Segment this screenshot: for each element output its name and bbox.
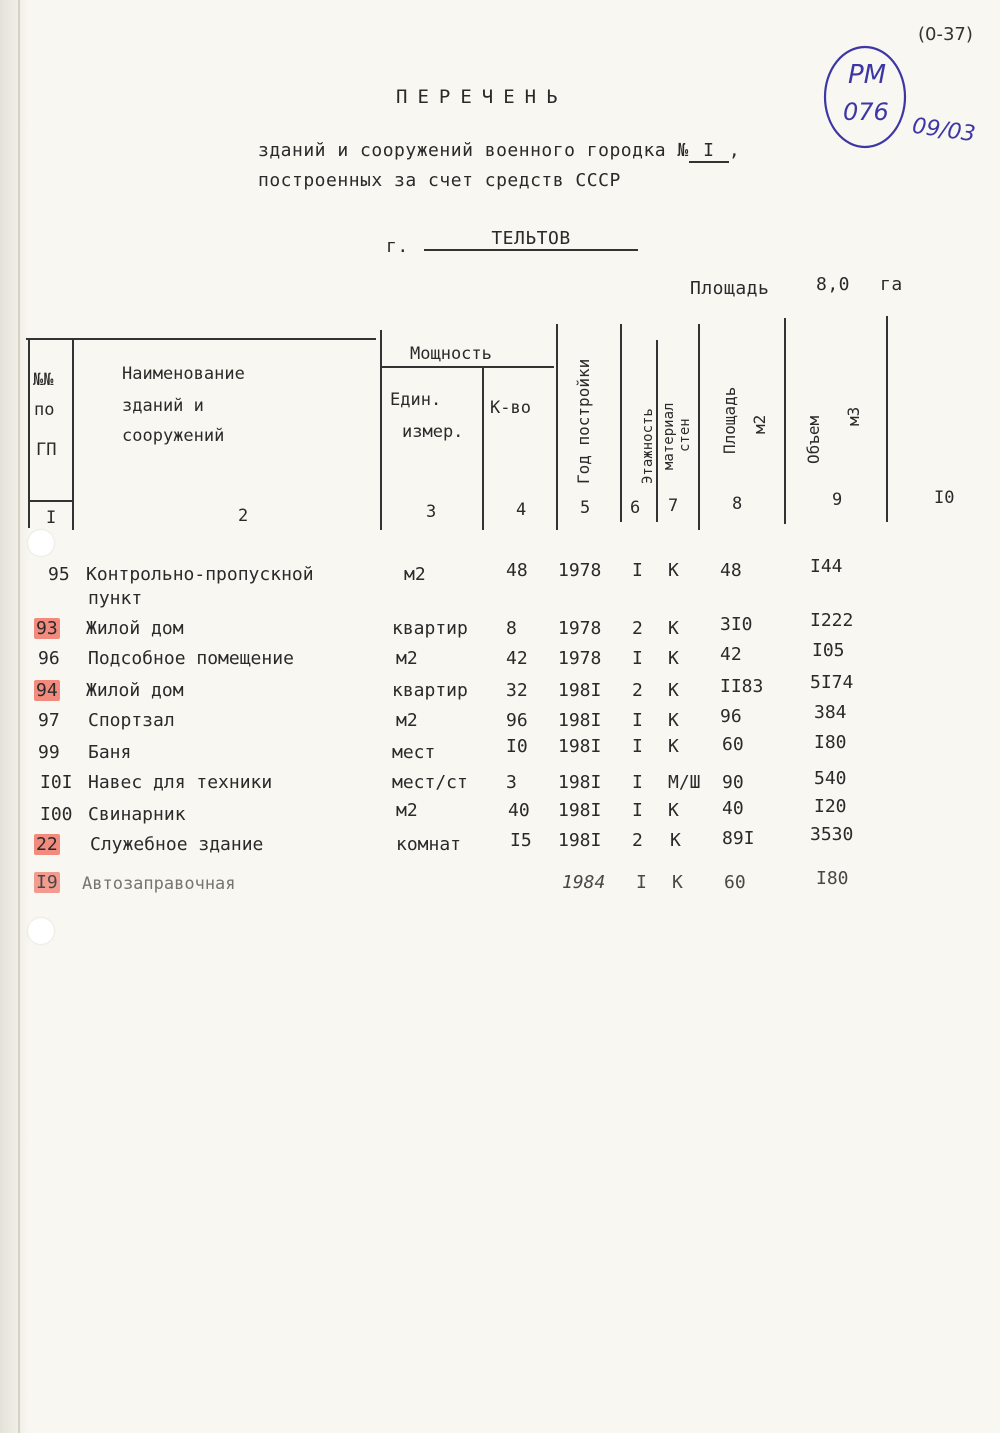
- cell-volume: I222: [810, 610, 854, 631]
- col-header-material-line2: стен: [677, 418, 693, 452]
- cell-qty: I0: [506, 736, 528, 757]
- cell-floors: 2: [632, 830, 643, 851]
- cell-material: К: [668, 560, 679, 581]
- header-no-rule: [28, 500, 72, 502]
- cell-volume: I44: [810, 556, 843, 577]
- cell-area: 60: [724, 872, 746, 893]
- col-number: I0: [934, 488, 955, 508]
- cell-floors: I: [632, 710, 643, 731]
- col-header-name-line2: зданий и: [122, 396, 204, 416]
- cell-no: I0I: [40, 772, 73, 793]
- cell-material: М/Ш: [668, 772, 701, 793]
- col-number: 5: [580, 498, 591, 518]
- cell-qty: I5: [510, 830, 532, 851]
- city-name: ТЕЛЬТОВ: [424, 228, 638, 251]
- col-number: 6: [630, 498, 641, 518]
- cell-material: К: [672, 872, 683, 893]
- header-divider: [886, 316, 888, 522]
- cell-unit: мест: [392, 742, 436, 763]
- cell-year: 1978: [558, 560, 602, 581]
- handwritten-number: 076: [843, 98, 889, 126]
- subtitle-comma: ,: [728, 140, 741, 161]
- cell-material: К: [668, 648, 679, 669]
- cell-material: К: [668, 680, 679, 701]
- cell-floors: I: [632, 800, 643, 821]
- cell-year: 198I: [558, 772, 602, 793]
- header-divider: [380, 330, 382, 530]
- cell-volume: 384: [814, 702, 847, 723]
- cell-qty: 3: [506, 772, 517, 793]
- cell-floors: I: [632, 772, 643, 793]
- header-capacity-rule: [382, 366, 554, 368]
- cell-material: К: [668, 710, 679, 731]
- archive-number: (0-37): [918, 24, 973, 45]
- subtitle-line-2: построенных за счет средств СССР: [258, 170, 621, 191]
- cell-year: 198I: [558, 736, 602, 757]
- cell-unit: м2: [404, 564, 426, 585]
- area-value: 8,0: [816, 274, 851, 295]
- col-header-volume-line2: м3: [844, 406, 863, 426]
- cell-name: Автозаправочная: [82, 874, 236, 894]
- cell-volume: 5I74: [810, 672, 854, 693]
- cell-area: 40: [722, 798, 744, 819]
- cell-no-highlighted: 93: [36, 618, 58, 639]
- cell-name: Жилой дом: [86, 680, 184, 701]
- table-row: [0, 672, 1000, 710]
- subtitle-line-1: [258, 140, 740, 163]
- cell-year: 198I: [558, 680, 602, 701]
- subtitle-text: зданий и сооружений военного городка №: [258, 140, 689, 161]
- cell-area: 42: [720, 644, 742, 665]
- cell-qty: 96: [506, 710, 528, 731]
- cell-year: 1978: [558, 648, 602, 669]
- col-header-no-line2: по: [34, 400, 55, 420]
- punch-hole: [28, 918, 54, 944]
- table-row: [0, 768, 1000, 802]
- cell-volume: I80: [814, 732, 847, 753]
- col-header-area-line1: Площадь: [720, 386, 739, 454]
- cell-no-highlighted: 22: [36, 834, 58, 855]
- cell-qty: 40: [508, 800, 530, 821]
- cell-no: 99: [38, 742, 60, 763]
- cell-name: пункт: [88, 588, 143, 609]
- cell-no: 96: [38, 648, 60, 669]
- cell-floors: 2: [632, 618, 643, 639]
- city-prefix: г.: [386, 236, 409, 257]
- col-header-qty: К-во: [490, 398, 531, 418]
- col-header-unit-line2: измер.: [402, 422, 464, 442]
- col-number: 9: [832, 490, 843, 510]
- header-top-rule: [26, 338, 376, 340]
- cell-floors: I: [632, 648, 643, 669]
- town-number: I: [689, 140, 729, 163]
- handwritten-code: РМ: [848, 60, 887, 90]
- col-header-unit-line1: Един.: [390, 390, 442, 410]
- cell-area: 3I0: [720, 614, 753, 635]
- header-divider: [482, 368, 484, 530]
- cell-qty: 48: [506, 560, 528, 581]
- handwritten-circle: [820, 42, 910, 152]
- cell-floors: I: [632, 736, 643, 757]
- cell-qty: 42: [506, 648, 528, 669]
- col-header-floors: Этажность: [640, 408, 656, 484]
- cell-unit: м2: [396, 800, 418, 821]
- cell-no: 95: [48, 564, 70, 585]
- col-number: I: [46, 508, 57, 528]
- header-divider: [784, 318, 786, 524]
- col-header-name-line1: Наименование: [122, 364, 245, 384]
- cell-qty: 32: [506, 680, 528, 701]
- col-header-material-line1: материал: [661, 402, 677, 470]
- col-number: 2: [238, 506, 249, 526]
- cell-name: Баня: [88, 742, 132, 763]
- cell-area: II83: [720, 676, 764, 697]
- cell-name: Служебное здание: [90, 834, 264, 855]
- area-unit: га: [880, 274, 903, 295]
- table-row: [0, 702, 1000, 740]
- cell-material: К: [668, 800, 679, 821]
- cell-year: 198I: [558, 830, 602, 851]
- col-header-area-line2: м2: [750, 414, 769, 434]
- cell-unit: квартир: [392, 680, 468, 701]
- cell-no: 97: [38, 710, 60, 731]
- col-header-year: Год постройки: [574, 358, 593, 484]
- cell-unit: м2: [396, 710, 418, 731]
- cell-volume: I20: [814, 796, 847, 817]
- handwritten-date: 09/03: [910, 113, 977, 148]
- cell-volume: I80: [816, 868, 849, 889]
- cell-material: К: [670, 830, 681, 851]
- cell-name: Навес для техники: [88, 772, 273, 793]
- cell-floors: 2: [632, 680, 643, 701]
- cell-unit: квартир: [392, 618, 468, 639]
- table-row: [0, 868, 1000, 902]
- cell-floors: I: [632, 560, 643, 581]
- col-header-no-line1: №№: [33, 370, 54, 390]
- col-header-name-line3: сооружений: [122, 426, 225, 446]
- header-divider: [72, 338, 74, 530]
- cell-volume: 540: [814, 768, 847, 789]
- cell-unit: комнат: [396, 834, 462, 855]
- cell-name: Подсобное помещение: [88, 648, 294, 669]
- cell-year: 1984: [562, 872, 606, 893]
- col-header-volume-line1: Объем: [804, 415, 823, 464]
- cell-no: I00: [40, 804, 73, 825]
- cell-area: 48: [720, 560, 742, 581]
- cell-no-highlighted: 94: [36, 680, 58, 701]
- header-divider: [656, 340, 658, 522]
- col-number: 4: [516, 500, 527, 520]
- cell-no-highlighted: I9: [36, 872, 58, 893]
- col-header-no-line3: ГП: [36, 440, 57, 460]
- punch-hole: [28, 530, 54, 556]
- cell-material: К: [668, 736, 679, 757]
- cell-name: Спортзал: [88, 710, 175, 731]
- col-header-capacity: Мощность: [410, 344, 492, 364]
- table-row: [0, 732, 1000, 772]
- area-label: Площадь: [690, 278, 770, 299]
- cell-floors: I: [636, 872, 647, 893]
- cell-volume: I05: [812, 640, 845, 661]
- cell-year: 198I: [558, 800, 602, 821]
- cell-area: 96: [720, 706, 742, 727]
- cell-area: 60: [722, 734, 744, 755]
- cell-material: К: [668, 618, 679, 639]
- cell-area: 90: [722, 772, 744, 793]
- cell-unit: мест/ст: [392, 772, 468, 793]
- col-number: 8: [732, 494, 743, 514]
- col-number: 7: [668, 496, 679, 516]
- document-title: ПЕРЕЧЕНЬ: [396, 86, 568, 108]
- cell-name: Свинарник: [88, 804, 186, 825]
- cell-qty: 8: [506, 618, 517, 639]
- header-divider: [556, 324, 558, 530]
- cell-year: 1978: [558, 618, 602, 639]
- header-divider: [698, 324, 700, 530]
- cell-volume: 3530: [810, 824, 854, 845]
- header-divider: [620, 324, 622, 522]
- cell-name: Жилой дом: [86, 618, 184, 639]
- table-row: [0, 610, 1000, 648]
- cell-area: 89I: [722, 828, 755, 849]
- cell-name: Контрольно-пропускной: [86, 564, 314, 585]
- table-row: [0, 824, 1000, 864]
- cell-unit: м2: [396, 648, 418, 669]
- col-number: 3: [426, 502, 437, 522]
- cell-year: 198I: [558, 710, 602, 731]
